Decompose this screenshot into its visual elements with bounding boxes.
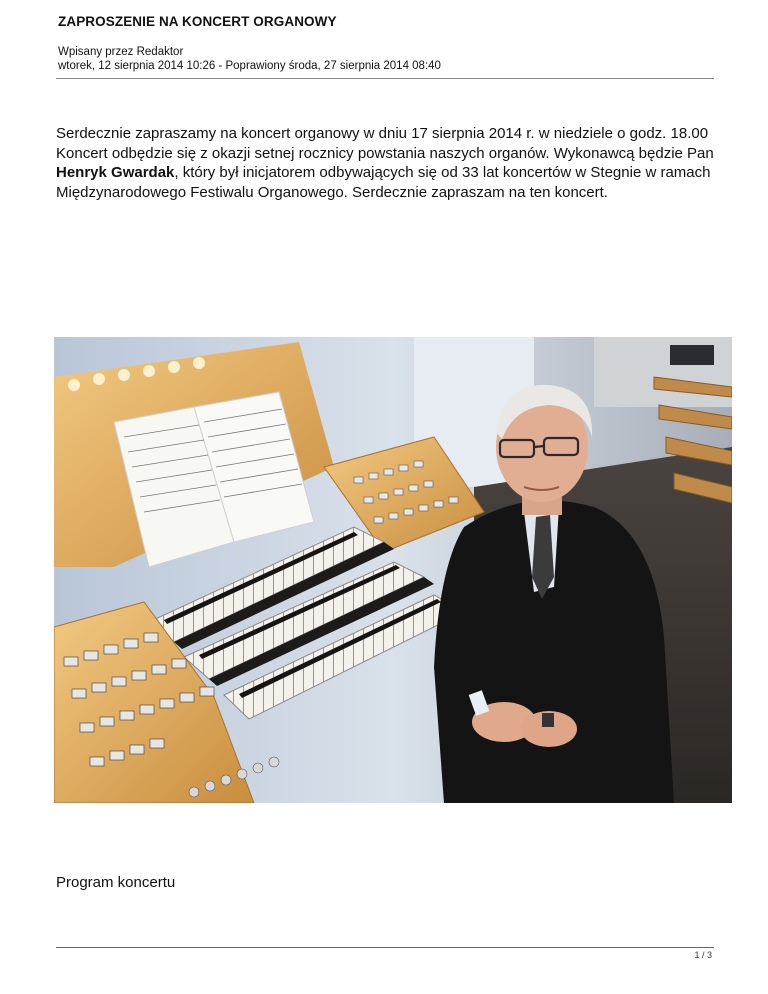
concert-paragraph [56,144,716,203]
header-divider [56,78,714,79]
concert-text-start: Koncert odbędzie się z okazji setnej rocznicy powstania naszych organów. Wykonawcą będzie Pan [56,144,714,162]
performer-name: Henryk Gwardak [56,164,175,181]
invitation-paragraph: Serdecznie zapraszamy na koncert organowy w dniu 17 sierpnia 2014 r. w niedziele o godz. 18.00 [56,125,709,142]
page-number: 1 / 3 [694,950,712,960]
article-body [56,124,716,202]
organist-photo [54,337,732,803]
footer-divider [56,947,714,948]
date-line: wtorek, 12 sierpnia 2014 10:26 - Poprawiony środa, 27 sierpnia 2014 08:40 [58,60,441,72]
program-heading: Program koncertu [56,874,176,891]
organist-at-organ-image [54,337,732,803]
document-title: ZAPROSZENIE NA KONCERT ORGANOWY [58,14,337,29]
concert-text-end: , który był inicjatorem odbywających się od 33 lat koncertów w Stegnie w ramach Międzynarodowego Festiwalu Organowego. Serdecznie zapraszam na ten koncert. [56,164,711,201]
author-line: Wpisany przez Redaktor [58,46,184,58]
article-meta [58,45,441,73]
